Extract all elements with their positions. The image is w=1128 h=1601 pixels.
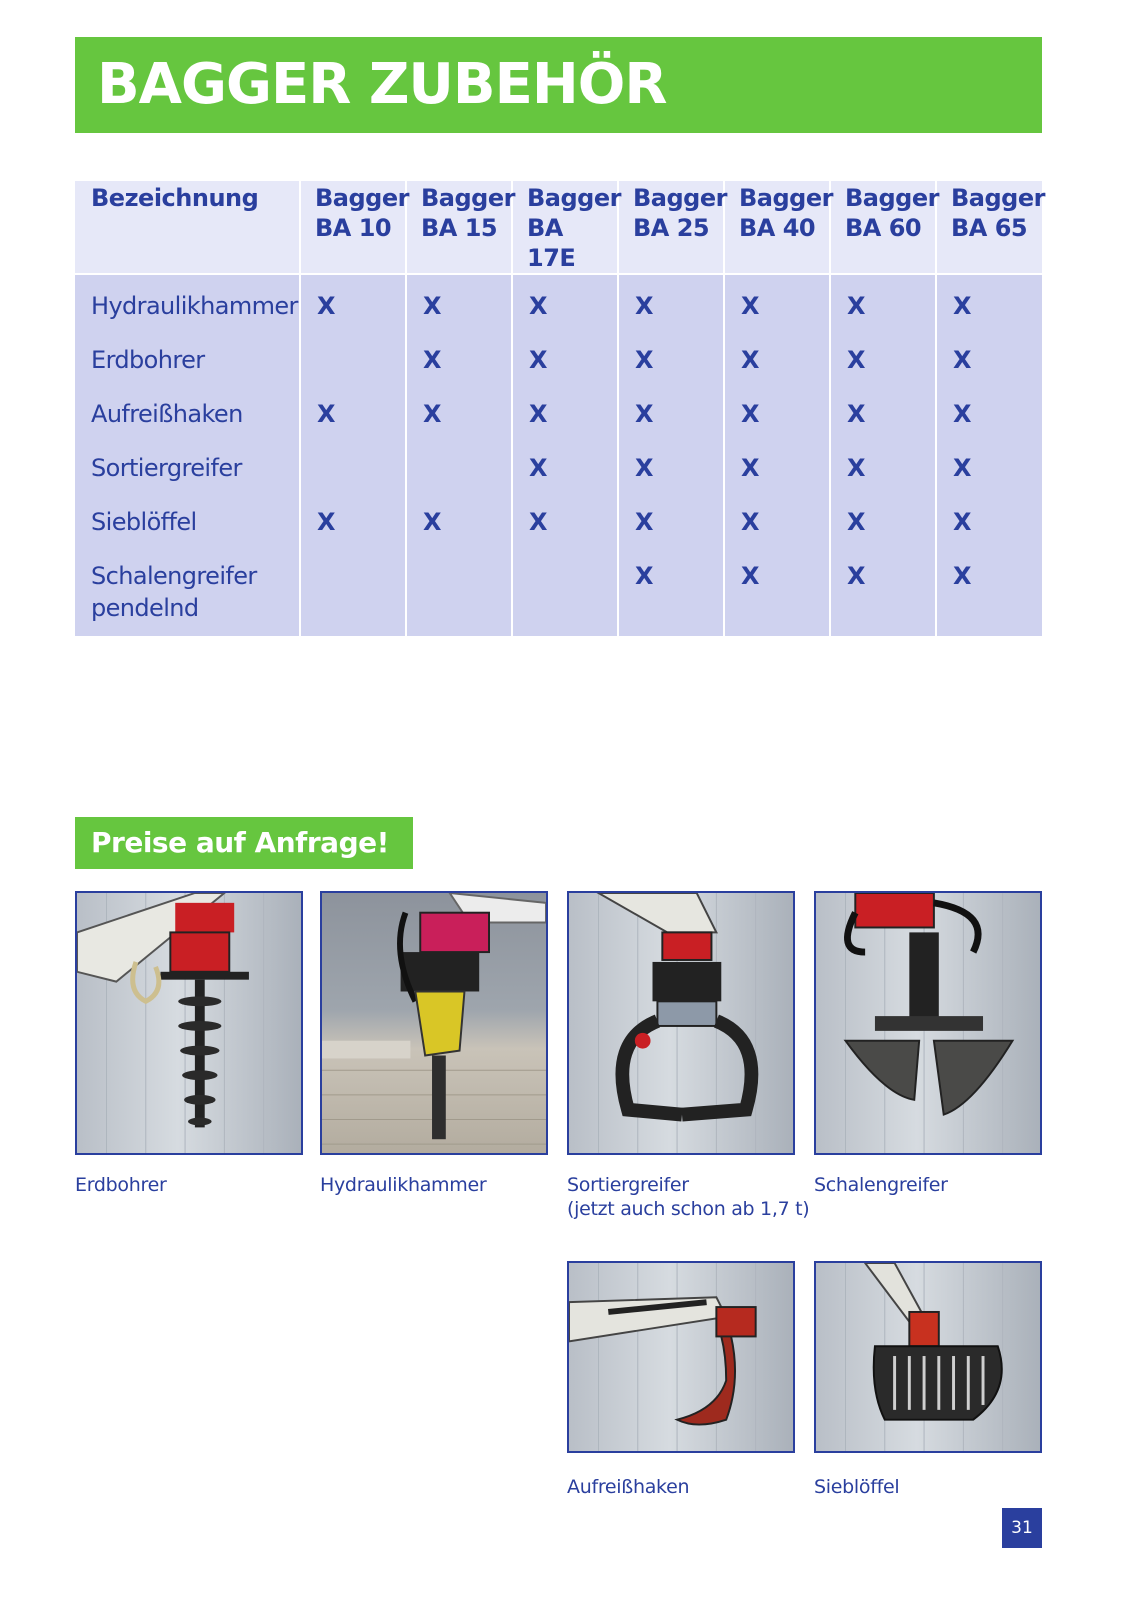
model-header: Bagger BA 25 [618,181,724,274]
row-label: Sieblöffel [75,495,300,549]
caption-sortiergreifer: Sortiergreifer (jetzt auch schon ab 1,7 t) [567,1174,810,1220]
cell-mark: X [830,333,936,387]
table-row [75,387,1042,441]
cell-mark: X [936,495,1042,549]
cell-mark: X [512,274,618,333]
title-bar [75,37,1042,133]
cell-mark [512,549,618,636]
model-header: Bagger BA 17E [512,181,618,274]
cell-mark [406,549,512,636]
row-label: Erdbohrer [75,333,300,387]
cell-mark [406,441,512,495]
cell-mark: X [512,495,618,549]
caption-hydraulikhammer: Hydraulikhammer [320,1174,487,1196]
screening-bucket-illustration [816,1263,1040,1451]
table-row [75,549,1042,636]
cell-mark: X [724,441,830,495]
cell-mark [300,549,406,636]
row-label: Hydraulikhammer [75,274,300,333]
cell-mark: X [830,549,936,636]
cell-mark: X [724,333,830,387]
cell-mark: X [618,441,724,495]
cell-mark: X [300,387,406,441]
photo-siebloeffel [814,1261,1042,1453]
photo-hydraulikhammer [320,891,548,1155]
caption-erdbohrer: Erdbohrer [75,1174,167,1196]
cell-mark [300,333,406,387]
prices-label: Preise auf Anfrage! [75,817,413,869]
cell-mark: X [512,441,618,495]
table-row [75,441,1042,495]
header-label: Bezeichnung [75,181,300,274]
clamshell-grab-illustration [816,893,1040,1153]
table-row [75,495,1042,549]
model-header: Bagger BA 10 [300,181,406,274]
caption-schalengreifer: Schalengreifer [814,1174,948,1196]
cell-mark: X [406,333,512,387]
accessory-table [75,181,1045,636]
cell-mark: X [724,274,830,333]
photo-aufreisshaken [567,1261,795,1453]
cell-mark: X [406,495,512,549]
cell-mark: X [618,495,724,549]
cell-mark [300,441,406,495]
row-label: Schalengreifer pendelnd [75,549,300,636]
cell-mark: X [830,387,936,441]
cell-mark: X [936,549,1042,636]
page-number: 31 [1002,1508,1042,1548]
hydraulic-hammer-illustration [322,893,546,1153]
cell-mark: X [936,387,1042,441]
table-row [75,274,1042,333]
cell-mark: X [406,387,512,441]
caption-siebloeffel: Sieblöffel [814,1476,900,1498]
cell-mark: X [724,495,830,549]
caption-aufreisshaken: Aufreißhaken [567,1476,690,1498]
page-title: BAGGER ZUBEHÖR [97,52,667,117]
model-header: Bagger BA 60 [830,181,936,274]
cell-mark: X [830,274,936,333]
sorting-grapple-illustration [569,893,793,1153]
photo-sortiergreifer [567,891,795,1155]
cell-mark: X [618,274,724,333]
ripper-tooth-illustration [569,1263,793,1451]
cell-mark: X [830,441,936,495]
cell-mark: X [618,549,724,636]
cell-mark: X [618,387,724,441]
table-header-row [75,181,1042,274]
table-row [75,333,1042,387]
cell-mark: X [512,333,618,387]
photo-erdbohrer [75,891,303,1155]
cell-mark: X [936,333,1042,387]
cell-mark: X [512,387,618,441]
cell-mark: X [406,274,512,333]
model-header: Bagger BA 40 [724,181,830,274]
model-header: Bagger BA 15 [406,181,512,274]
cell-mark: X [724,549,830,636]
cell-mark: X [936,441,1042,495]
row-label: Aufreißhaken [75,387,300,441]
photo-schalengreifer [814,891,1042,1155]
cell-mark: X [300,274,406,333]
cell-mark: X [618,333,724,387]
cell-mark: X [830,495,936,549]
earth-auger-illustration [77,893,301,1153]
row-label: Sortiergreifer [75,441,300,495]
cell-mark: X [936,274,1042,333]
cell-mark: X [300,495,406,549]
cell-mark: X [724,387,830,441]
model-header: Bagger BA 65 [936,181,1042,274]
